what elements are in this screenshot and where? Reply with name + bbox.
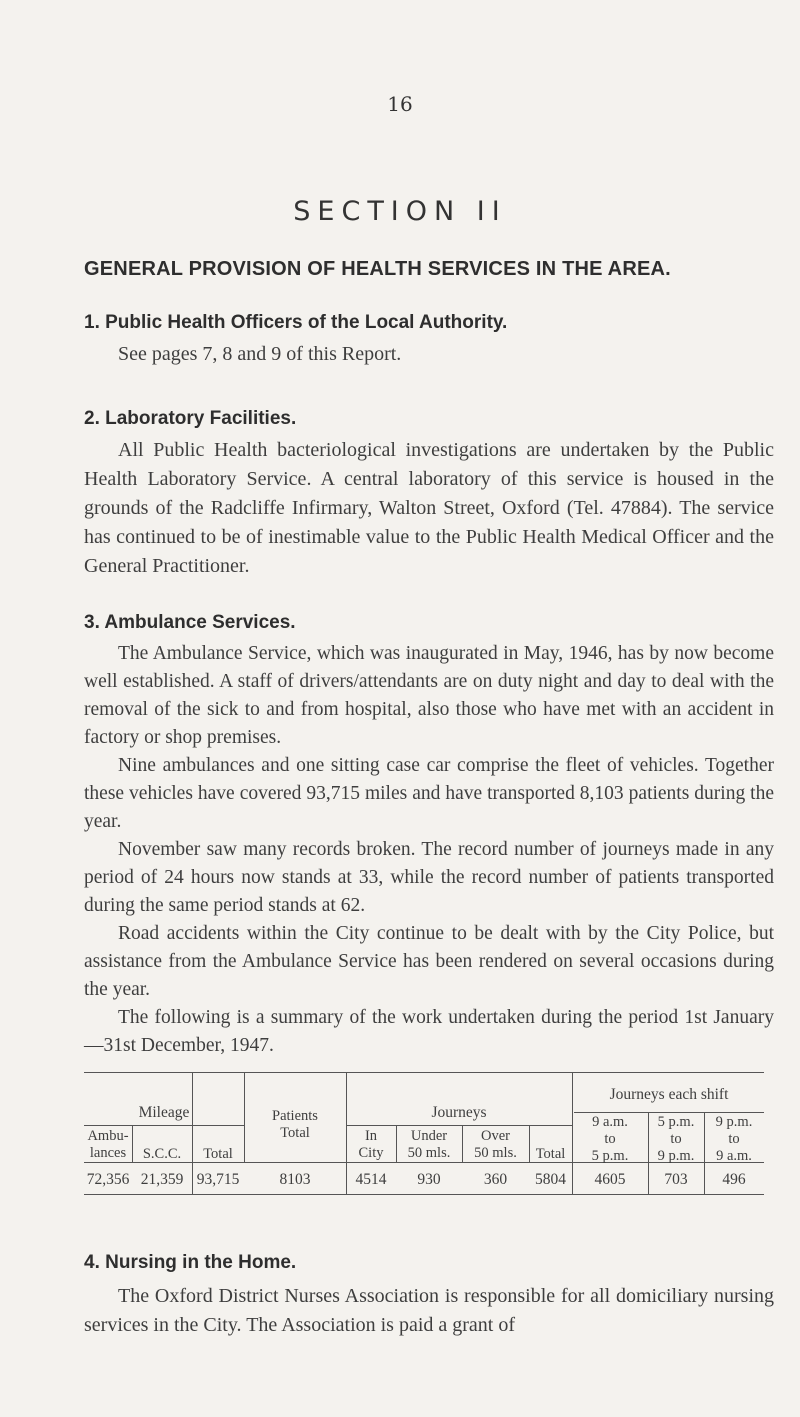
section-heading: SECTION II [293,196,507,227]
paragraph-ambulance-3: November saw many records broken. The record number of journeys made in any period of 24 hours now stands at 33, while the record number of patients transported during the same period stands at 62. [84,839,774,916]
cell-shift2: 703 [664,1171,688,1188]
col-under-50-line1: Under [410,1128,448,1144]
col-ambulances [84,1128,132,1162]
col-patients-total [244,1108,346,1142]
cell-under-50: 930 [417,1171,441,1188]
cell-patients-total: 8103 [279,1171,311,1188]
cell-shift3: 496 [722,1171,746,1188]
col-shift1-line3: 5 p.m. [591,1148,629,1164]
col-shift2-line1: 5 p.m. [657,1114,695,1130]
col-in-city-line1: In [364,1128,378,1144]
paragraph-laboratory: All Public Health bacteriological investigations are undertaken by the Public Health Laboratory Service. A central laboratory of this service is housed in the grounds of the Radcliffe Infirmary, Walton Street, Oxford (Tel. 47884). The service has continued to be of inestimable value to the Public Health Medical Officer and the General Practitioner. [84,439,774,577]
main-title: GENERAL PROVISION OF HEALTH SERVICES IN THE AREA. [84,258,671,280]
header-mileage: Mileage [138,1104,190,1121]
heading-laboratory: 2. Laboratory Facilities. [84,408,297,429]
heading-public-health-officers: 1. Public Health Officers of the Local Authority. [84,312,508,333]
col-shift-9am-5pm [572,1114,648,1165]
paragraph-officers: See pages 7, 8 and 9 of this Report. [118,343,402,365]
ambulance-summary-table [84,1072,764,1264]
cell-mileage-total: 93,715 [196,1171,240,1188]
col-in-city-line2: City [358,1145,384,1161]
heading-nursing: 4. Nursing in the Home. [84,1252,297,1273]
heading-ambulance: 3. Ambulance Services. [84,612,296,633]
col-over-50-line1: Over [481,1128,510,1144]
col-shift3-line2: to [728,1131,740,1147]
cell-shift1: 4605 [594,1171,626,1188]
paragraph-ambulance-1: The Ambulance Service, which was inaugurated in May, 1946, has by now become well established. A staff of drivers/attendants are on duty night and day to deal with the removal of the sick to and from hospital, also those who have met with an accident in factory or shop premises. [84,643,774,748]
cell-scc: 21,359 [140,1171,184,1188]
col-over-50 [462,1128,529,1162]
col-under-50 [396,1128,462,1162]
col-in-city [346,1128,396,1162]
col-shift-9pm-9am [704,1114,764,1165]
col-shift1-line1: 9 a.m. [592,1114,628,1130]
col-patients-line2: Total [280,1125,310,1141]
col-under-50-line2: 50 mls. [407,1145,451,1161]
col-shift1-line2: to [604,1131,616,1147]
cell-in-city: 4514 [355,1171,387,1188]
cell-ambulances: 72,356 [86,1171,130,1188]
col-mileage-total: Total [203,1146,233,1162]
col-ambulances-line1: Ambu- [87,1128,129,1144]
col-patients-line1: Patients [272,1108,318,1124]
paragraph-ambulance-5: The following is a summary of the work undertaken during the period 1st January—31st December, 1947. [84,1007,774,1056]
col-shift2-line3: 9 p.m. [657,1148,695,1164]
paragraph-nursing: The Oxford District Nurses Association is responsible for all domiciliary nursing services in the City. The Association is paid a grant of [84,1285,774,1336]
cell-over-50: 360 [483,1171,508,1188]
page-number: 16 [387,92,413,116]
col-journeys-total: Total [535,1146,566,1162]
paragraph-ambulance-2: Nine ambulances and one sitting case car comprise the fleet of vehicles. Together these vehicles have covered 93,715 miles and have transported 8,103 patients during the year. [84,755,774,832]
col-shift3-line3: 9 a.m. [716,1148,752,1164]
cell-journeys-total: 5804 [535,1171,566,1188]
col-scc: S.C.C. [142,1146,182,1162]
col-shift3-line1: 9 p.m. [715,1114,753,1130]
paragraph-ambulance-4: Road accidents within the City continue to be dealt with by the City Police, but assistance from the Ambulance Service has been rendered on several occasions during the year. [84,923,774,1000]
header-journeys: Journeys [431,1104,487,1121]
col-shift2-line2: to [670,1131,682,1147]
col-over-50-line2: 50 mls. [474,1145,517,1161]
col-ambulances-line2: lances [89,1145,127,1161]
col-shift-5pm-9pm [648,1114,704,1165]
header-journeys-each-shift: Journeys each shift [609,1086,729,1103]
